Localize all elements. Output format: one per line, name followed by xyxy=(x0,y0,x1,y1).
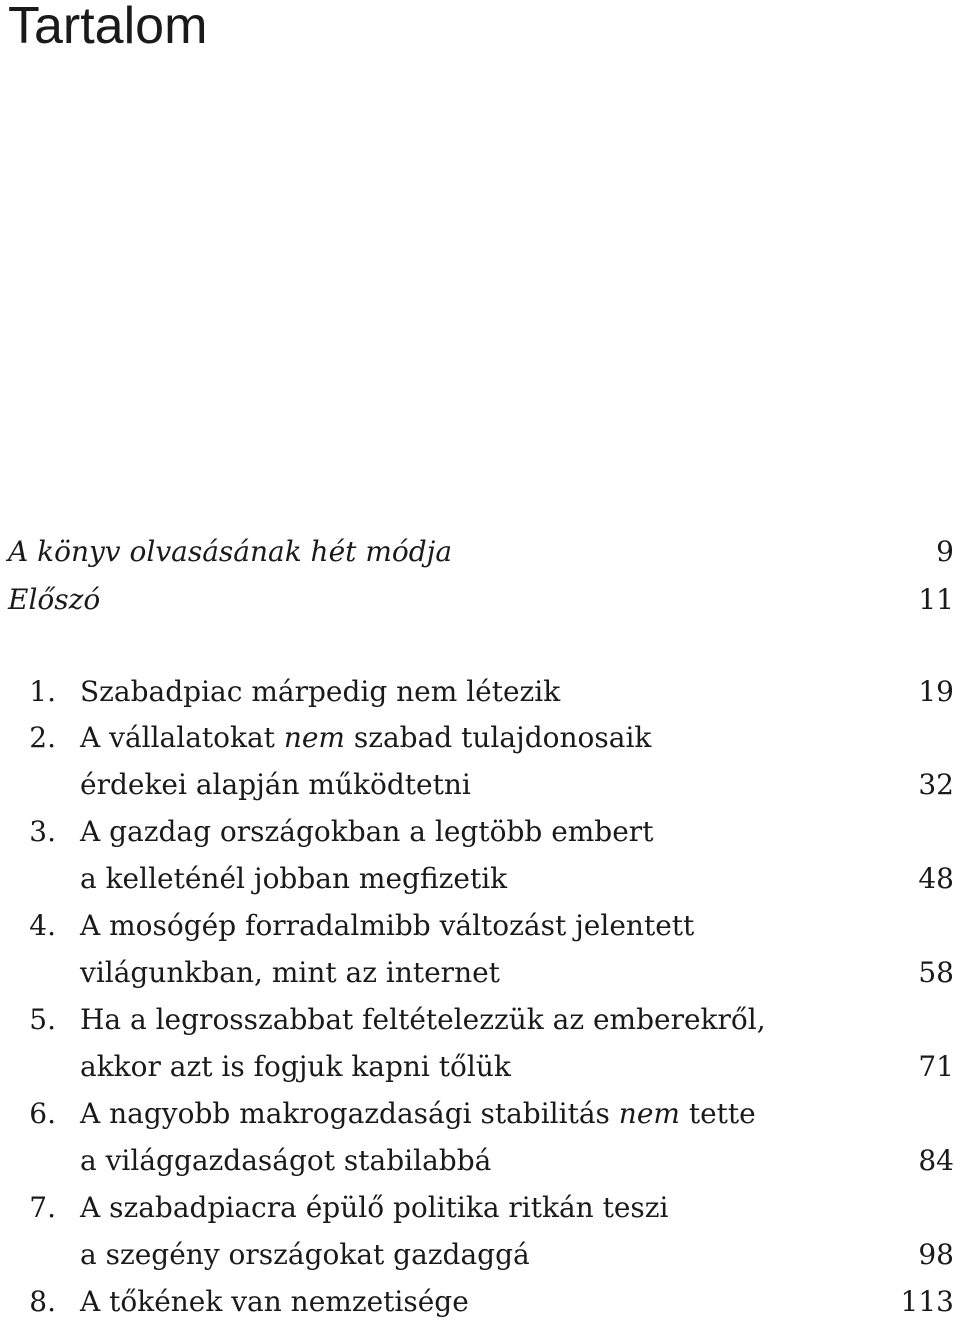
toc-chapter-4-continued xyxy=(0,953,960,993)
chapter-title-continued: a szegény országokat gazdaggá xyxy=(80,1238,530,1271)
chapter-page: 48 xyxy=(918,862,954,895)
toc-chapter-5 xyxy=(0,1000,960,1040)
toc-entry-title: Előszó xyxy=(8,583,101,616)
chapter-title: Ha a legrosszabbat feltételezzük az emberekről, xyxy=(80,1003,766,1036)
chapter-title-emphasis: nem xyxy=(618,1097,680,1130)
toc-chapter-2-continued xyxy=(0,765,960,805)
chapter-title-continued: a világgazdaságot stabilabbá xyxy=(80,1144,492,1177)
toc-entry-title: A könyv olvasásának hét módja xyxy=(8,535,453,568)
chapter-page: 58 xyxy=(918,956,954,989)
chapter-page: 98 xyxy=(918,1238,954,1271)
toc-chapter-2 xyxy=(0,718,960,758)
toc-entry-page: 9 xyxy=(936,535,954,568)
toc-chapter-4 xyxy=(0,906,960,946)
chapter-page: 19 xyxy=(918,675,954,708)
chapter-number: 5. xyxy=(29,1003,56,1036)
toc-chapter-1 xyxy=(0,672,960,712)
toc-chapter-7-continued xyxy=(0,1235,960,1275)
toc-entry-page: 11 xyxy=(918,583,954,616)
toc-chapter-8 xyxy=(0,1282,960,1322)
chapter-page: 113 xyxy=(900,1285,954,1318)
chapter-number: 8. xyxy=(29,1285,56,1318)
chapter-page: 71 xyxy=(918,1050,954,1083)
chapter-title: A mosógép forradalmibb változást jelentett xyxy=(80,909,695,942)
chapter-title-emphasis: nem xyxy=(283,721,345,754)
page-title: Tartalom xyxy=(8,0,208,55)
toc-chapter-6 xyxy=(0,1094,960,1134)
chapter-title: Szabadpiac márpedig nem létezik xyxy=(80,675,561,708)
chapter-title: A tőkének van nemzetisége xyxy=(80,1285,469,1318)
chapter-title: A szabadpiacra épülő politika ritkán teszi xyxy=(80,1191,669,1224)
toc-chapter-7 xyxy=(0,1188,960,1228)
chapter-title-continued: akkor azt is fogjuk kapni tőlük xyxy=(80,1050,511,1083)
chapter-title-continued: a kelleténél jobban megfizetik xyxy=(80,862,508,895)
chapter-page: 84 xyxy=(918,1144,954,1177)
chapter-title: A vállalatokat nem szabad tulajdonosaik xyxy=(80,721,652,754)
chapter-number: 1. xyxy=(29,675,56,708)
toc-entry-foreword-ways xyxy=(0,532,960,572)
chapter-title: A gazdag országokban a legtöbb embert xyxy=(80,815,654,848)
chapter-page: 32 xyxy=(918,768,954,801)
chapter-number: 7. xyxy=(29,1191,56,1224)
chapter-number: 6. xyxy=(29,1097,56,1130)
chapter-title-continued: világunkban, mint az internet xyxy=(80,956,500,989)
chapter-number: 4. xyxy=(29,909,56,942)
chapter-number: 3. xyxy=(29,815,56,848)
toc-entry-preface xyxy=(0,580,960,620)
toc-chapter-6-continued xyxy=(0,1141,960,1181)
toc-chapter-3-continued xyxy=(0,859,960,899)
toc-chapter-5-continued xyxy=(0,1047,960,1087)
toc-chapter-3 xyxy=(0,812,960,852)
chapter-title-continued: érdekei alapján működtetni xyxy=(80,768,471,801)
chapter-number: 2. xyxy=(29,721,56,754)
chapter-title: A nagyobb makrogazdasági stabilitás nem tette xyxy=(80,1097,756,1130)
